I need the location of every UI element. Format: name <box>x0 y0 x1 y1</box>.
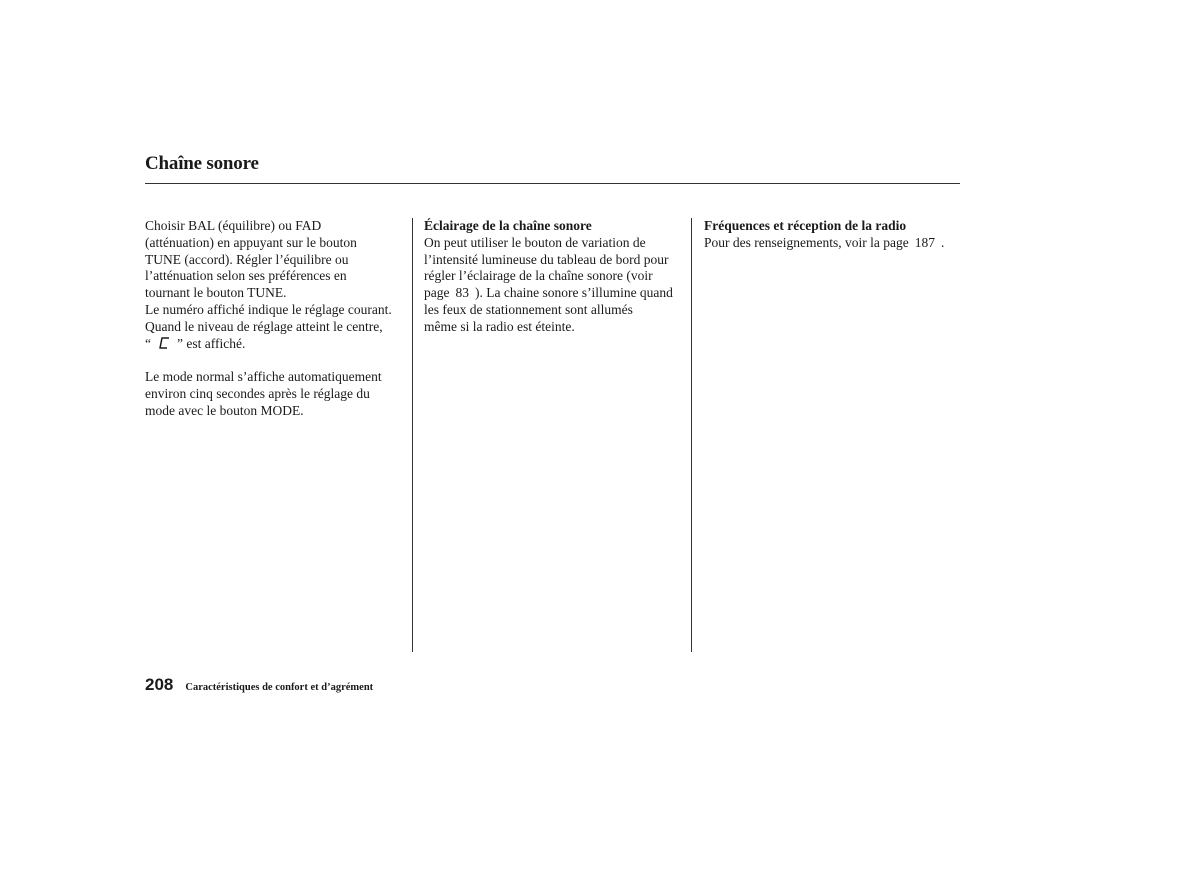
radio-text-prefix: Pour des renseignements, voir la page <box>704 234 909 250</box>
col2-line-6: même si la radio est éteinte. <box>424 318 575 334</box>
col1-line-2: (atténuation) en appuyant sur le bouton <box>145 234 357 250</box>
col2-line-4 <box>424 285 686 302</box>
col2-line-3: régler l’éclairage de la chaîne sonore (voir <box>424 268 653 284</box>
page-ref-prefix: page <box>424 285 450 301</box>
col2-line-2: l’intensité lumineuse du tableau de bord pour <box>424 251 669 267</box>
col2-line-1: On peut utiliser le bouton de variation de <box>424 234 646 250</box>
page-ref-83[interactable]: 83 <box>455 285 469 301</box>
title-rule <box>145 183 960 184</box>
page-ref-187[interactable]: 187 <box>914 234 935 250</box>
col2-line-5: les feux de stationnement sont allumés <box>424 301 633 317</box>
column-radio-reception <box>704 218 966 252</box>
page-footer <box>145 675 373 695</box>
quote-close-text: ” est affiché. <box>177 335 246 351</box>
radio-text-suffix: . <box>940 234 945 250</box>
section-name: Caractéristiques de confort et d’agrément <box>185 682 374 693</box>
col1-line-3: TUNE (accord). Régler l’équilibre ou <box>145 251 349 267</box>
paragraph-gap <box>145 352 407 369</box>
col1-line-7: Quand le niveau de réglage atteint le centre, <box>145 318 383 334</box>
col1-para2-line-1: Le mode normal s’affiche automatiquement <box>145 369 382 385</box>
radio-reception-heading: Fréquences et réception de la radio <box>704 218 907 233</box>
col1-line-4: l’atténuation selon ses préférences en <box>145 268 347 284</box>
col1-para2-line-3: mode avec le bouton MODE. <box>145 402 304 418</box>
col1-para2-line-2: environ cinq secondes après le réglage du <box>145 385 370 401</box>
col1-line-1: Choisir BAL (équilibre) ou FAD <box>145 218 322 233</box>
segment-c-icon <box>157 337 171 349</box>
col1-line-6: Le numéro affiché indique le réglage courant. <box>145 301 392 317</box>
page-title: Chaîne sonore <box>145 153 259 174</box>
column-illumination <box>424 218 686 336</box>
quote-open: “ <box>145 335 151 351</box>
column-divider-2 <box>691 218 692 652</box>
page-ref-suffix: ). La chaine sonore s’illumine quand <box>474 285 673 301</box>
col1-line-5: tournant le bouton TUNE. <box>145 285 287 301</box>
col1-line-8 <box>145 336 407 353</box>
page-number: 208 <box>145 675 174 694</box>
illumination-heading: Éclairage de la chaîne sonore <box>424 218 592 233</box>
column-divider-1 <box>412 218 413 652</box>
col3-line-1 <box>704 235 966 252</box>
column-balance-fader <box>145 218 407 420</box>
